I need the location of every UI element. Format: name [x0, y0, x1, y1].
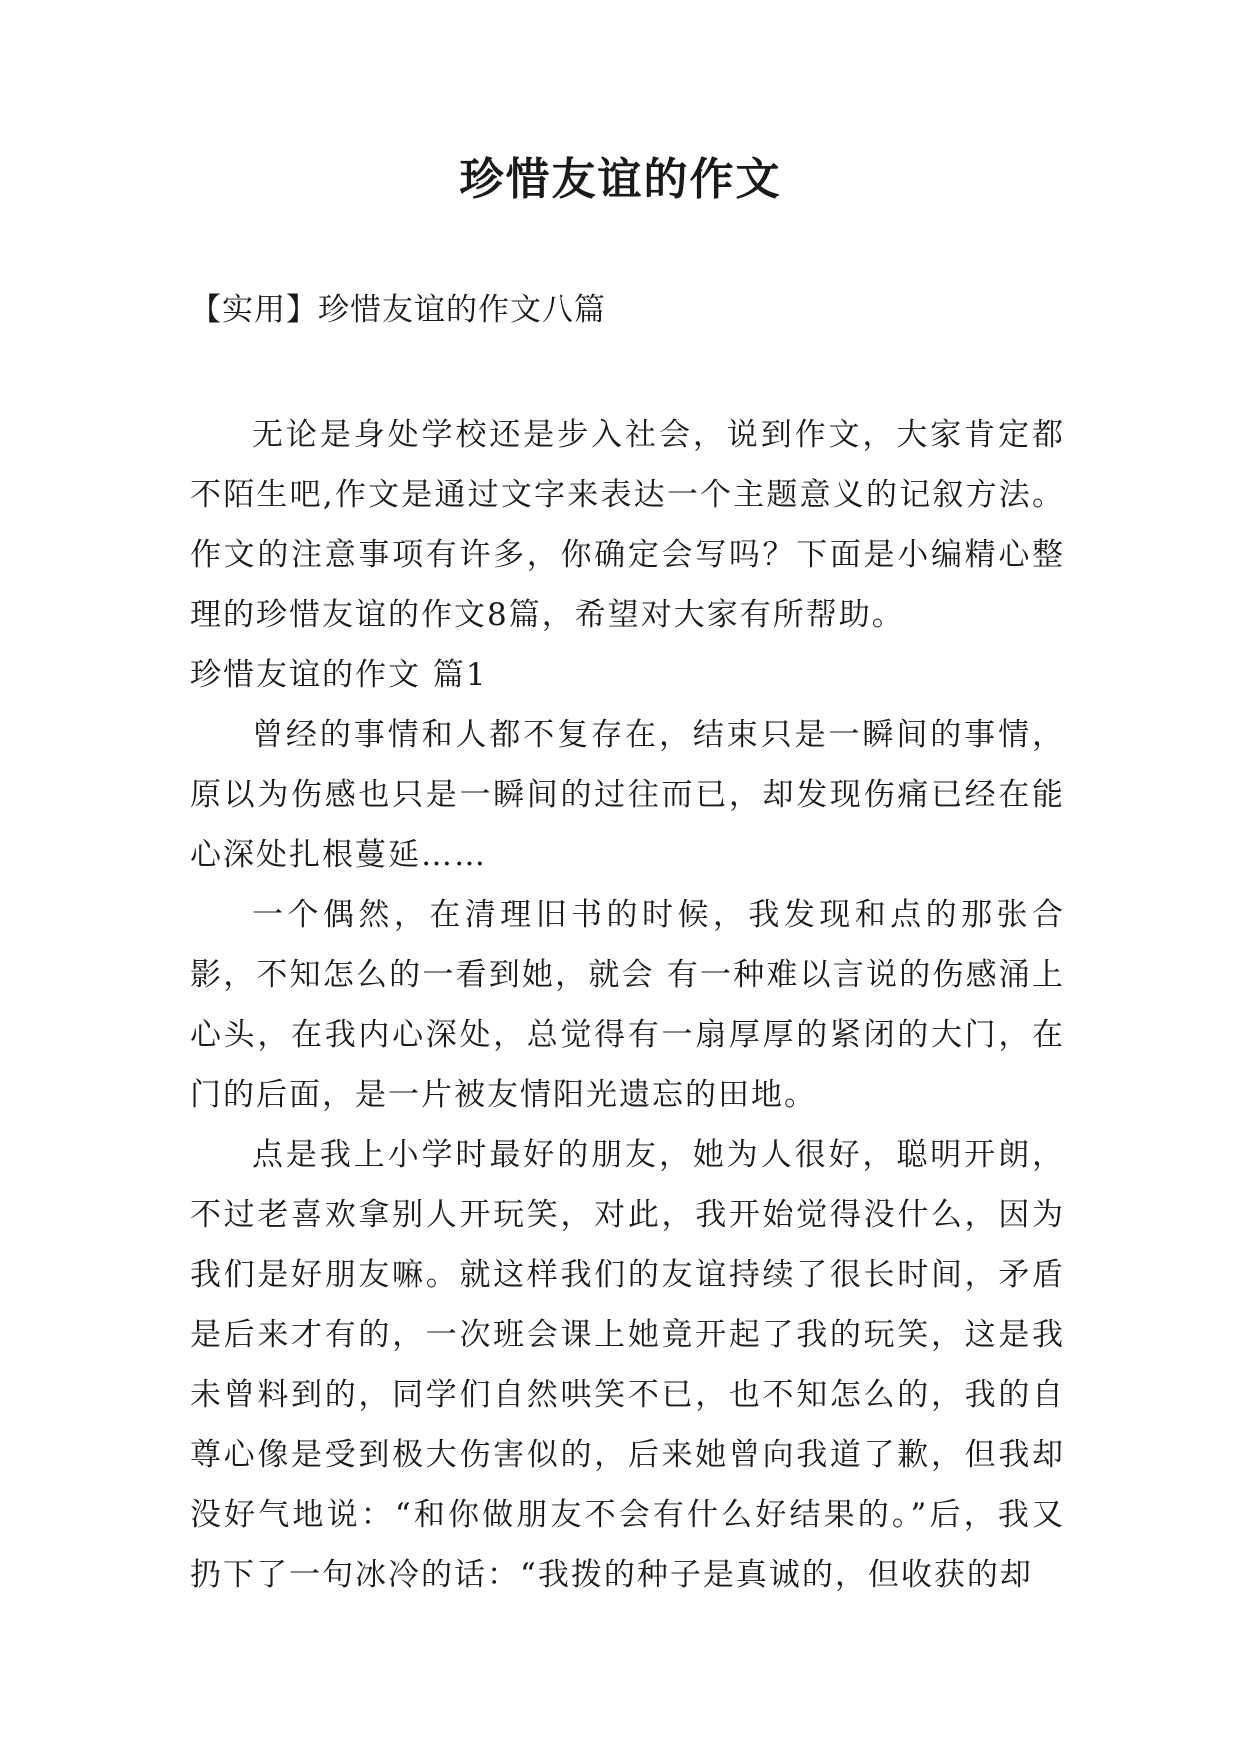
body-paragraph: 一个偶然，在清理旧书的时候，我发现和点的那张合影，不知怎么的一看到她，就会 有一种难以言说的伤感涌上心头，在我内心深处，总觉得有一扇厚厚的紧闭的大门，在门的后面，是一片被友情阳光遗忘的田地。: [190, 897, 1065, 1113]
document-body: [190, 405, 1065, 1605]
body-paragraph: 点是我上小学时最好的朋友，她为人很好，聪明开朗，不过老喜欢拿别人开玩笑，对此，我开始觉得没什么，因为我们是好朋友嘛。就这样我们的友谊持续了很长时间，矛盾是后来才有的，一次班会课上她竟开起了我的玩笑，这是我未曾料到的，同学们自然哄笑不已，也不知怎么的，我的自尊心像是受到极大伤害似的，后来她曾向我道了歉，但我却没好气地说：“和你做朋友不会有什么好结果的。”后，我又扔下了一句冰冷的话：“我拨的种子是真诚的，但收获的却: [190, 1137, 1065, 1593]
section-heading: 珍惜友谊的作文 篇1: [190, 657, 488, 693]
body-paragraph: 曾经的事情和人都不复存在，结束只是一瞬间的事情，原以为伤感也只是一瞬间的过往而已，却发现伤痛已经在能心深处扎根蔓延……: [190, 717, 1065, 873]
document-title: 珍惜友谊的作文: [459, 154, 782, 205]
document-subtitle: 【实用】珍惜友谊的作文八篇: [190, 292, 606, 328]
intro-paragraph: 无论是身处学校还是步入社会，说到作文，大家肯定都不陌生吧,作文是通过文字来表达一个主题意义的记叙方法。作文的注意事项有许多，你确定会写吗？下面是小编精心整理的珍惜友谊的作文8篇，希望对大家有所帮助。: [190, 417, 1065, 633]
